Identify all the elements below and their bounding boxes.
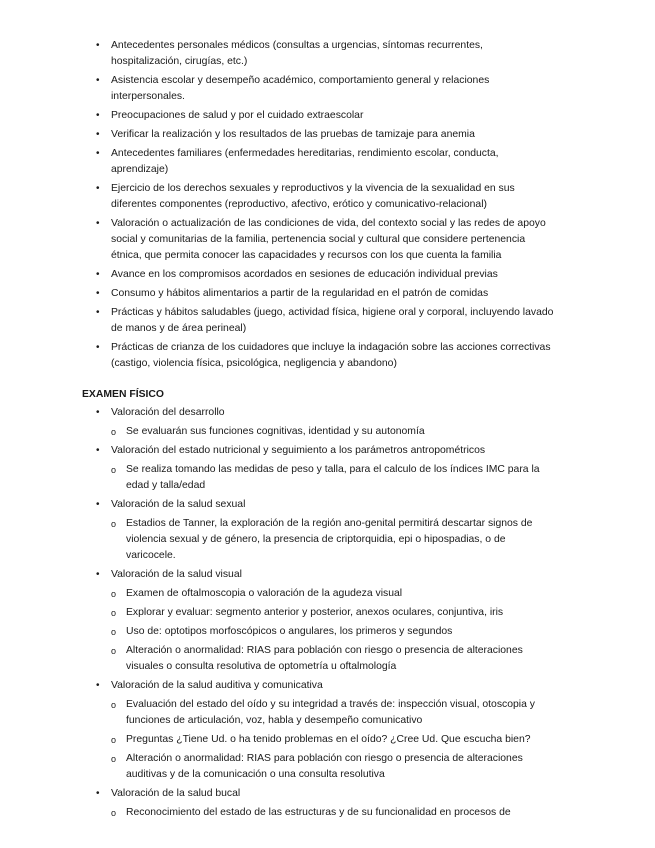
- circle-bullet-icon: o: [111, 700, 117, 710]
- list-item: [96, 786, 556, 802]
- sub-list: [111, 697, 556, 783]
- sub-list-item: [111, 424, 556, 440]
- bullet-icon: •: [96, 218, 100, 229]
- sub-list-item: [111, 586, 556, 602]
- sub-list-container: [96, 697, 556, 783]
- list-item-text: Valoración del estado nutricional y seguimiento a los parámetros antropométricos: [111, 445, 486, 456]
- sub-list-item-text: Se realiza tomando las medidas de peso y talla, para el calculo de los índices IMC para la edad y talla/edad: [126, 464, 540, 491]
- list-item: [96, 38, 556, 70]
- circle-bullet-icon: o: [111, 519, 117, 529]
- list-item: [96, 567, 556, 583]
- sub-list-item-text: Alteración o anormalidad: RIAS para población con riesgo o presencia de alteraciones auditivas y de la comunicación o una consulta resolutiva: [126, 753, 523, 780]
- list-item-text: Valoración de la salud sexual: [111, 499, 246, 510]
- sub-list: [111, 586, 556, 675]
- bullet-icon: •: [96, 680, 100, 691]
- list-item: [96, 127, 556, 143]
- bullet-icon: •: [96, 307, 100, 318]
- sub-list: [111, 805, 556, 821]
- circle-bullet-icon: o: [111, 465, 117, 475]
- list-item-text: Valoración de la salud auditiva y comunicativa: [111, 680, 323, 691]
- sub-list-container: [96, 424, 556, 440]
- sub-list-item: [111, 805, 556, 821]
- sub-list-container: [96, 516, 556, 564]
- sub-list-item-text: Preguntas ¿Tiene Ud. o ha tenido problemas en el oído? ¿Cree Ud. Que escucha bien?: [126, 734, 531, 745]
- sub-list-item: [111, 605, 556, 621]
- list-item-text: Avance en los compromisos acordados en sesiones de educación individual previas: [111, 269, 498, 280]
- list-item-text: Valoración del desarrollo: [111, 407, 225, 418]
- list-item: [96, 181, 556, 213]
- list-item-text: Ejercicio de los derechos sexuales y reproductivos y la vivencia de la sexualidad en sus diferentes componentes (reproductivo, afectivo, erótico y comunicativo-relacional): [111, 183, 515, 210]
- sub-list-item-text: Se evaluarán sus funciones cognitivas, identidad y su autonomía: [126, 426, 425, 437]
- bullet-icon: •: [96, 75, 100, 86]
- circle-bullet-icon: o: [111, 427, 117, 437]
- circle-bullet-icon: o: [111, 589, 117, 599]
- list-item: [96, 443, 556, 459]
- sub-list-item-text: Explorar y evaluar: segmento anterior y posterior, anexos oculares, conjuntiva, iris: [126, 607, 504, 618]
- sub-list-container: [96, 586, 556, 675]
- sub-list: [111, 462, 556, 494]
- sub-list-item: [111, 516, 556, 564]
- list-item: [96, 73, 556, 105]
- list-item-text: Antecedentes familiares (enfermedades hereditarias, rendimiento escolar, conducta, aprendizaje): [111, 148, 499, 175]
- list-item-text: Valoración de la salud bucal: [111, 788, 241, 799]
- sub-list-item-text: Evaluación del estado del oído y su integridad a través de: inspección visual, otoscopia y funciones de articulación, voz, habla y desempeño comunicativo: [126, 699, 535, 726]
- sub-list-item-text: Uso de: optotipos morfoscópicos o angulares, los primeros y segundos: [126, 626, 453, 637]
- sub-list-item: [111, 643, 556, 675]
- examen-list: [96, 405, 556, 824]
- sub-list-item-text: Reconocimiento del estado de las estructuras y de su funcionalidad en procesos de: [126, 807, 511, 818]
- list-item-text: Verificar la realización y los resultados de las pruebas de tamizaje para anemia: [111, 129, 475, 140]
- sub-list-container: [96, 805, 556, 821]
- list-item-text: Antecedentes personales médicos (consultas a urgencias, síntomas recurrentes, hospitalización, cirugías, etc.): [111, 40, 483, 67]
- bullet-icon: •: [96, 183, 100, 194]
- list-item-text: Prácticas de crianza de los cuidadores que incluye la indagación sobre las acciones correctivas (castigo, violencia física, psicológica, negligencia y abandono): [111, 342, 551, 369]
- sub-list-item: [111, 624, 556, 640]
- sub-list: [111, 424, 556, 440]
- sub-list-container: [96, 462, 556, 494]
- list-item: [96, 267, 556, 283]
- bullet-icon: •: [96, 342, 100, 353]
- circle-bullet-icon: o: [111, 627, 117, 637]
- bullet-icon: •: [96, 788, 100, 799]
- sub-list-item-text: Alteración o anormalidad: RIAS para población con riesgo o presencia de alteraciones visuales o consulta resolutiva de optometría u oftalmología: [126, 645, 523, 672]
- list-item-text: Prácticas y hábitos saludables (juego, actividad física, higiene oral y corporal, incluyendo lavado de manos y de área perineal): [111, 307, 554, 334]
- circle-bullet-icon: o: [111, 608, 117, 618]
- section-heading: EXAMEN FÍSICO: [82, 389, 164, 400]
- bullet-icon: •: [96, 445, 100, 456]
- list-item-text: Consumo y hábitos alimentarios a partir de la regularidad en el patrón de comidas: [111, 288, 489, 299]
- bullet-icon: •: [96, 110, 100, 121]
- list-item-text: Preocupaciones de salud y por el cuidado extraescolar: [111, 110, 364, 121]
- circle-bullet-icon: o: [111, 735, 117, 745]
- circle-bullet-icon: o: [111, 754, 117, 764]
- bullet-icon: •: [96, 499, 100, 510]
- bullet-icon: •: [96, 569, 100, 580]
- list-item: [96, 678, 556, 694]
- sub-list-item: [111, 732, 556, 748]
- circle-bullet-icon: o: [111, 808, 117, 818]
- bullet-icon: •: [96, 288, 100, 299]
- list-item: [96, 340, 556, 372]
- bullet-icon: •: [96, 129, 100, 140]
- sub-list: [111, 516, 556, 564]
- circle-bullet-icon: o: [111, 646, 117, 656]
- sub-list-item: [111, 751, 556, 783]
- sub-list-item: [111, 697, 556, 729]
- bullet-icon: •: [96, 407, 100, 418]
- list-item-text: Valoración o actualización de las condiciones de vida, del contexto social y las redes de apoyo social y comunitarias de la familia, pertenencia social y cultural que considere pertenencia étnica, que permita conocer las capacidades y recursos con los que cuenta la familia: [111, 218, 546, 261]
- list-item: [96, 286, 556, 302]
- bullet-icon: •: [96, 40, 100, 51]
- list-item-text: Asistencia escolar y desempeño académico, comportamiento general y relaciones interpersonales.: [111, 75, 490, 102]
- list-item: [96, 405, 556, 421]
- list-item: [96, 497, 556, 513]
- list-item: [96, 305, 556, 337]
- sub-list-item-text: Estadios de Tanner, la exploración de la región ano-genital permitirá descartar signos de violencia sexual y de género, la presencia de criptorquidia, epi o hipospadias, o de varicocele.: [126, 518, 533, 561]
- list-item: [96, 108, 556, 124]
- bullet-icon: •: [96, 269, 100, 280]
- antecedentes-list: [96, 38, 556, 375]
- list-item: [96, 216, 556, 264]
- list-item: [96, 146, 556, 178]
- list-item-text: Valoración de la salud visual: [111, 569, 242, 580]
- sub-list-item-text: Examen de oftalmoscopia o valoración de la agudeza visual: [126, 588, 403, 599]
- sub-list-item: [111, 462, 556, 494]
- bullet-icon: •: [96, 148, 100, 159]
